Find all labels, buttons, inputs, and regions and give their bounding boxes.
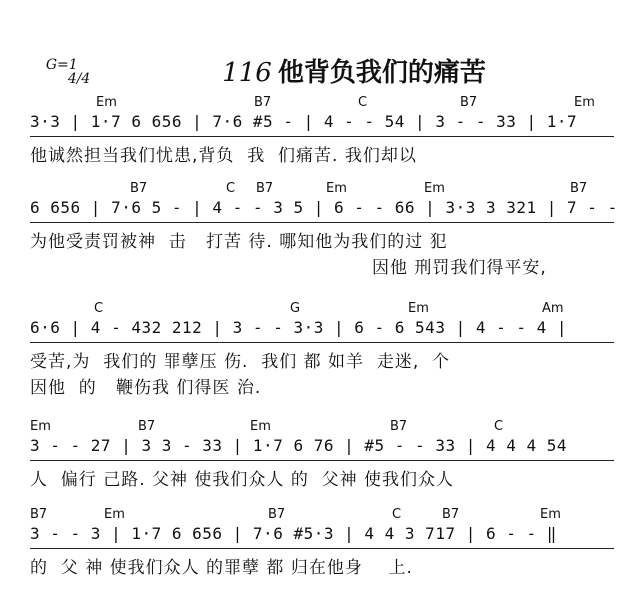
chord-label: Em	[540, 507, 561, 522]
notation-line: 6 656 | 7·6 5 - | 4 - - 3 5 | 6 - - 66 | 3·3 3 321 | 7 - -	[30, 198, 618, 217]
chord-label: C	[358, 95, 368, 110]
time-signature: 4/4	[67, 71, 91, 87]
key-label: G=1	[45, 57, 78, 73]
lyric-line: 的 父 神 使我们众人 的罪孽 都 归在他身 上.	[30, 558, 413, 578]
song-number: 116	[222, 58, 272, 88]
chord-label: B7	[460, 95, 478, 110]
chord-label: C	[94, 301, 104, 316]
chord-label: C	[226, 181, 236, 196]
chord-label: B7	[254, 95, 272, 110]
lyric-line: 他诚然担当我们忧患,背负 我 们痛苦. 我们却以	[30, 146, 417, 166]
page-title	[186, 34, 486, 112]
chord-label: Em	[96, 95, 117, 110]
chord-label: C	[494, 419, 504, 434]
notation-line: 3 - - 3 | 1·7 6 656 | 7·6 #5·3 | 4 4 3 717 | 6 - - ‖	[30, 524, 557, 543]
underline-beam	[30, 548, 614, 549]
key-signature	[28, 44, 90, 100]
chord-label: B7	[268, 507, 286, 522]
chord-label: B7	[442, 507, 460, 522]
lyric-line: 受苦,为 我们的 罪孽压 伤. 我们 都 如羊 走迷, 个	[30, 352, 451, 372]
notation-line: 6·6 | 4 - 432 212 | 3 - - 3·3 | 6 - 6 543 | 4 - - 4 |	[30, 318, 568, 337]
chord-label: Em	[326, 181, 347, 196]
underline-beam	[30, 222, 614, 223]
chord-label: Em	[104, 507, 125, 522]
lyric-line: 因他 刑罚我们得平安,	[372, 258, 547, 278]
chord-label: Em	[424, 181, 445, 196]
chord-label: B7	[570, 181, 588, 196]
chord-label: B7	[130, 181, 148, 196]
chord-label: Em	[250, 419, 271, 434]
underline-beam	[30, 136, 614, 137]
chord-label: Em	[408, 301, 429, 316]
notation-line: 3 - - 27 | 3 3 - 33 | 1·7 6 76 | #5 - - 33 | 4 4 4 54	[30, 436, 568, 455]
chord-label: B7	[138, 419, 156, 434]
chord-label: Em	[574, 95, 595, 110]
song-title: 他背负我们的痛苦	[277, 58, 486, 88]
lyric-line: 人 偏行 己路. 父神 使我们众人 的 父神 使我们众人	[30, 470, 455, 490]
chord-label: B7	[256, 181, 274, 196]
chord-label: Am	[542, 301, 564, 316]
lyric-line: 因他 的 鞭伤我 们得医 治.	[30, 378, 262, 398]
chord-label: B7	[30, 507, 48, 522]
chord-label: G	[290, 301, 301, 316]
chord-label: B7	[390, 419, 408, 434]
underline-beam	[30, 342, 614, 343]
notation-line: 3·3 | 1·7 6 656 | 7·6 #5 - | 4 - - 54 | 3 - - 33 | 1·7	[30, 112, 578, 131]
lyric-line: 为他受责罚被神 击 打苦 待. 哪知他为我们的过 犯	[30, 232, 448, 252]
chord-label: Em	[30, 419, 51, 434]
underline-beam	[30, 460, 614, 461]
chord-label: C	[392, 507, 402, 522]
